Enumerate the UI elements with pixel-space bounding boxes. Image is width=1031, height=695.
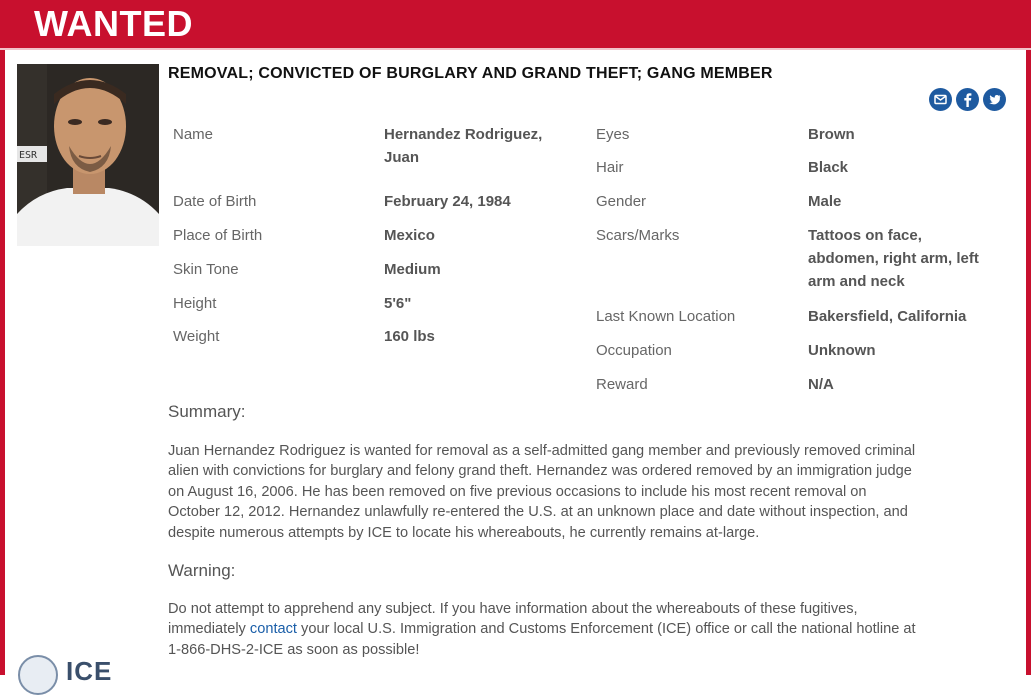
dob-value: February 24, 1984 [384,193,511,210]
occupation-value: Unknown [808,342,876,359]
height-label: Height [173,295,217,312]
hair-value: Black [808,159,849,176]
name-label: Name [173,126,214,143]
occupation-label: Occupation [596,342,672,359]
suspect-photo-image [17,64,159,246]
skin-tone-label: Skin Tone [173,261,239,278]
dhs-seal-icon [18,655,58,695]
placard-text: ESR [19,150,38,161]
header-divider [0,48,1031,50]
eyes-label: Eyes [596,126,630,143]
birthplace-value: Mexico [384,227,435,244]
reward-value: N/A [808,376,834,393]
hair-label: Hair [596,159,624,176]
header-banner [0,0,1031,48]
email-icon[interactable] [929,88,952,111]
dob-label: Date of Birth [173,193,257,210]
location-label: Last Known Location [596,308,736,325]
gender-label: Gender [596,193,647,210]
facebook-icon[interactable] [956,88,979,111]
skin-tone-value: Medium [384,261,441,278]
height-value: 5'6" [384,295,412,312]
warning-heading: Warning: [168,561,236,580]
ice-logo: ICE [66,656,113,686]
location-value: Bakersfield, California [808,308,967,325]
scars-marks-value: Tattoos on face, abdomen, right arm, left arm and neck [808,227,979,290]
scars-marks-label: Scars/Marks [596,227,680,244]
summary-heading: Summary: [168,402,246,421]
contact-link[interactable]: contact [249,621,297,638]
suspect-photo [17,64,159,246]
warning-text: Do not attempt to apprehend any subject. If you have information about the whereabouts of these fugitives, immediately contact your local U.S. Immigration and Customs Enforcement (ICE) office or call the national hotline at 1-866-DHS-2-ICE as soon as possible! [168,601,916,658]
weight-value: 160 lbs [384,328,435,345]
share-icons [929,88,1006,111]
gender-value: Male [808,193,842,210]
twitter-icon[interactable] [983,88,1006,111]
summary-text: Juan Hernandez Rodriguez is wanted for removal as a self-admitted gang member and previously removed criminal alien with convictions for burglary and felony grand theft. Hernandez was ordered removed by an immigration judge on August 16, 2006. He has been removed on five previous occasions to include his most recent removal on October 12, 2012. Hernandez unlawfully re-entered the U.S. at an unknown place and date without inspection, and despite numerous attempts by ICE to locate his whereabouts, he currently remains at-large. [168,443,916,541]
eyes-value: Brown [808,126,855,143]
reward-label: Reward [596,376,648,393]
birthplace-label: Place of Birth [173,227,263,244]
weight-label: Weight [173,328,220,345]
page-title: WANTED [34,3,193,44]
offense-headline: REMOVAL; CONVICTED OF BURGLARY AND GRAND THEFT; GANG MEMBER [168,65,773,82]
name-value: Hernandez Rodriguez, Juan [384,126,543,166]
